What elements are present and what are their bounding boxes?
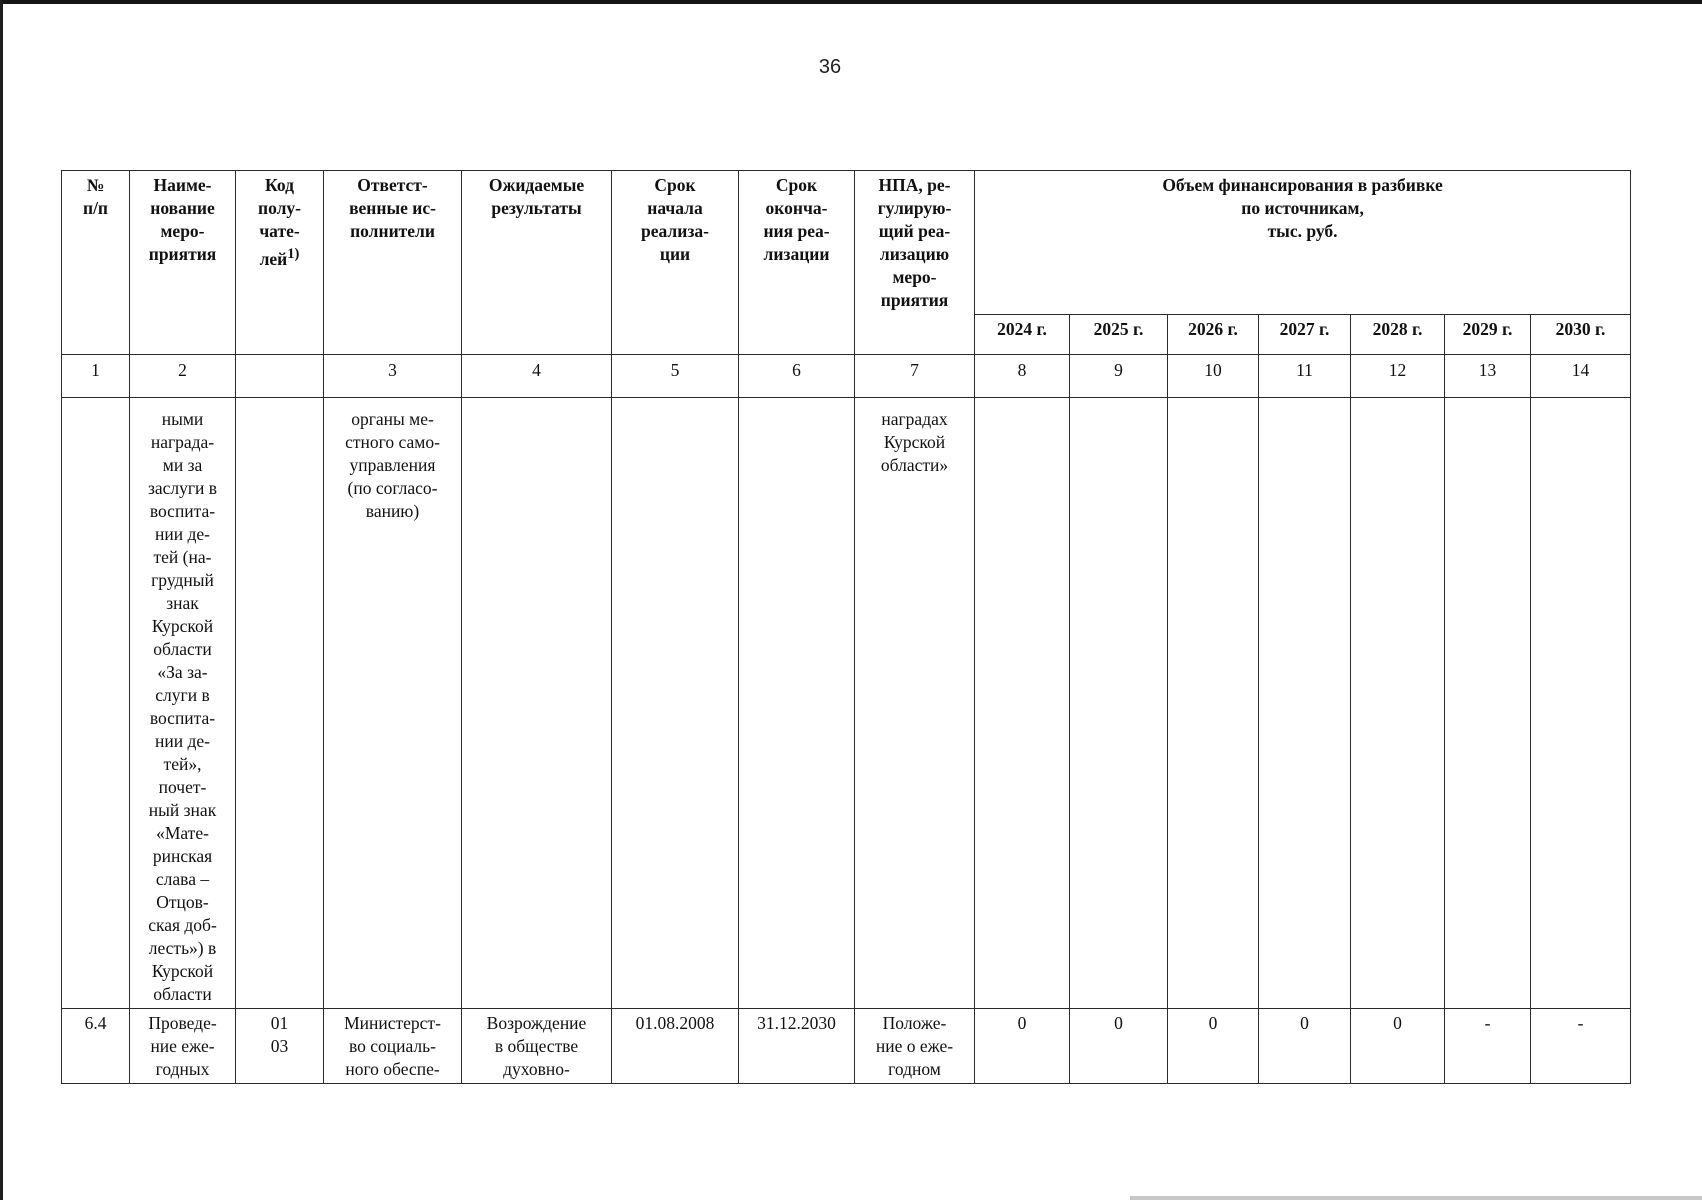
cell-results [462,398,612,1009]
cell-start [612,398,739,1009]
header-start: Срок начала реализа- ции [612,171,739,355]
header-year: 2029 г. [1445,315,1531,355]
header-end: Срок оконча- ния реа- лизации [739,171,855,355]
column-number: 10 [1168,355,1259,398]
column-number: 4 [462,355,612,398]
cell-year-value: - [1445,1009,1531,1084]
table-row-6-4 [62,1009,1631,1084]
header-executors: Ответст- венные ис- полнители [324,171,462,355]
cell-code: 01 03 [236,1009,324,1084]
page-number: 36 [818,56,842,78]
cell-name: Проведе- ние еже- годных [130,1009,236,1084]
cell-year-value: 0 [975,1009,1070,1084]
cell-year-value [1445,398,1531,1009]
financing-table [61,170,1631,1084]
cell-year-value: - [1531,1009,1631,1084]
column-number: 7 [855,355,975,398]
cell-year-value [1259,398,1351,1009]
cell-year-value: 0 [1070,1009,1168,1084]
column-number: 6 [739,355,855,398]
cell-executors: органы ме- стного само- управления (по согласо- ванию) [324,398,462,1009]
cell-year-value [1168,398,1259,1009]
header-num: № п/п [62,171,130,355]
column-number: 2 [130,355,236,398]
header-name: Наиме- нование меро- приятия [130,171,236,355]
cell-code [236,398,324,1009]
column-number: 8 [975,355,1070,398]
column-number: 11 [1259,355,1351,398]
column-number: 12 [1351,355,1445,398]
table-row-continuation [62,398,1631,1009]
header-row [62,171,1631,315]
header-year: 2024 г. [975,315,1070,355]
cell-results: Возрождение в обществе духовно- [462,1009,612,1084]
cell-year-value [1351,398,1445,1009]
cell-start: 01.08.2008 [612,1009,739,1084]
header-year: 2025 г. [1070,315,1168,355]
cell-year-value [1531,398,1631,1009]
cell-year-value: 0 [1259,1009,1351,1084]
column-number: 3 [324,355,462,398]
header-financing: Объем финансирования в разбивке по источникам, тыс. руб. [975,171,1631,315]
cell-num [62,398,130,1009]
header-code-footnote: 1) [287,246,300,262]
scan-frame-bottom-edge [1130,1196,1702,1200]
header-year: 2030 г. [1531,315,1631,355]
cell-num: 6.4 [62,1009,130,1084]
header-year: 2027 г. [1259,315,1351,355]
header-npa: НПА, ре- гулирую- щий реа- лизацию меро- приятия [855,171,975,355]
header-code-text: Код полу- чате- лей [258,175,301,269]
column-number: 5 [612,355,739,398]
cell-executors: Министерст- во социаль- ного обеспе- [324,1009,462,1084]
column-number [236,355,324,398]
cell-end [739,398,855,1009]
column-number: 13 [1445,355,1531,398]
cell-end: 31.12.2030 [739,1009,855,1084]
scan-frame-top-edge [0,0,1702,4]
column-number: 9 [1070,355,1168,398]
cell-npa: Положе- ние о еже- годном [855,1009,975,1084]
cell-year-value [975,398,1070,1009]
header-year: 2026 г. [1168,315,1259,355]
cell-npa: наградах Курской области» [855,398,975,1009]
cell-year-value: 0 [1168,1009,1259,1084]
scan-frame-left-edge [0,0,3,1200]
header-results: Ожидаемые результаты [462,171,612,355]
cell-name: ными награда- ми за заслуги в воспита- нии де- тей (на- грудный знак Курской области «За за- слуги в воспита- нии де- тей», почет- ный знак «Мате- ринская слава – Отцов- ская доб- лесть») в Курской области [130,398,236,1009]
header-code [236,171,324,355]
cell-year-value [1070,398,1168,1009]
column-numbers-row [62,355,1631,398]
header-year: 2028 г. [1351,315,1445,355]
cell-year-value: 0 [1351,1009,1445,1084]
column-number: 14 [1531,355,1631,398]
column-number: 1 [62,355,130,398]
